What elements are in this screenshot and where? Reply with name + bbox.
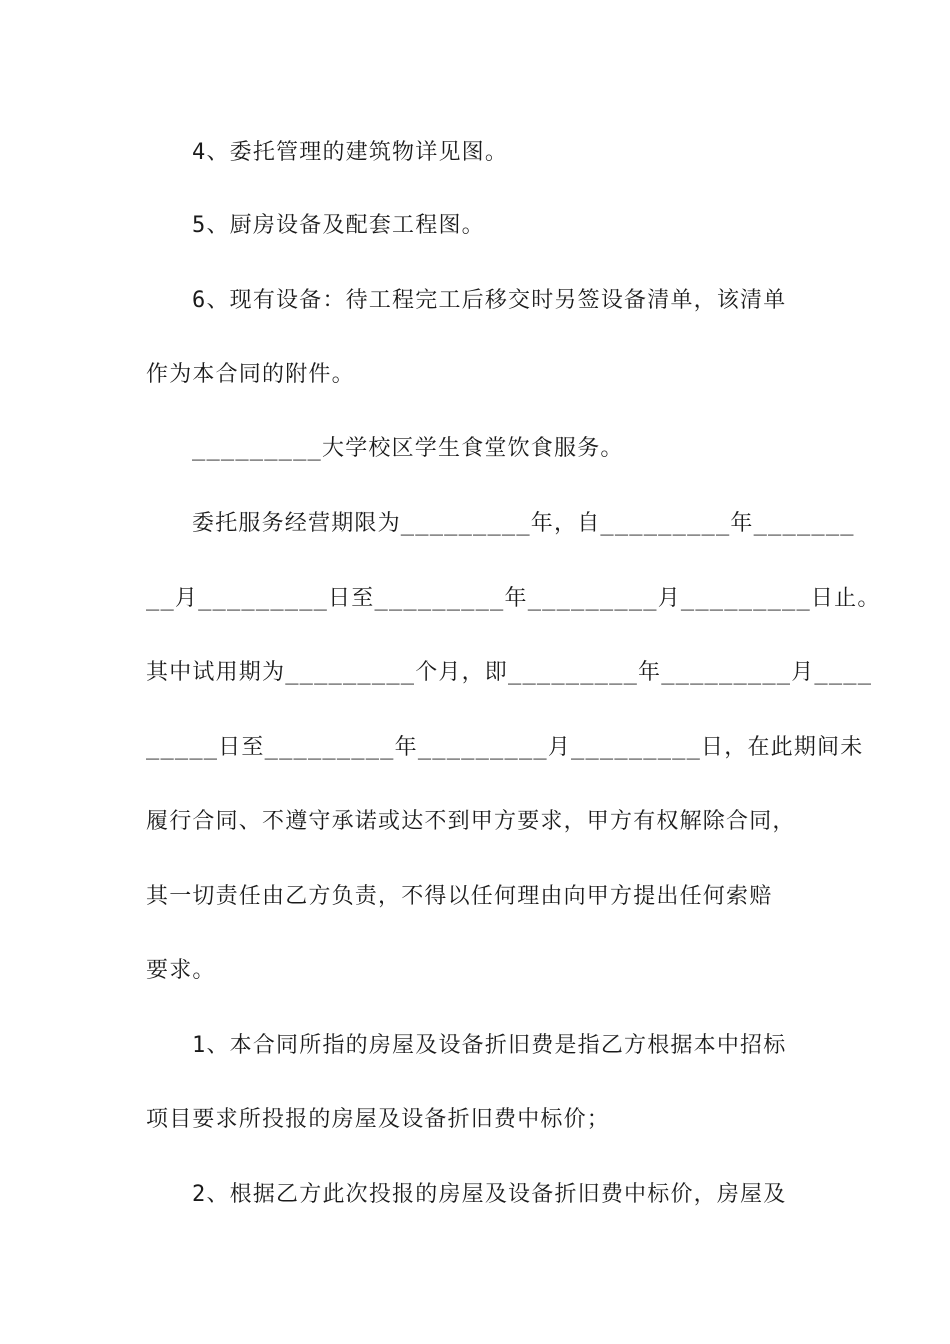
paragraph-line-11: 其一切责任由乙方负责，不得以任何理由向甲方提出任何索赔 — [146, 884, 773, 909]
paragraph-line-14: 项目要求所投报的房屋及设备折旧费中标价； — [146, 1107, 611, 1132]
paragraph-line-5: _________大学校区学生食堂饮食服务。 — [192, 436, 624, 461]
paragraph-line-6: 委托服务经营期限为_________年，自_________年_______ — [192, 511, 855, 536]
paragraph-line-12: 要求。 — [146, 958, 216, 983]
paragraph-line-9: _____日至_________年_________月_________日，在此期间未 — [146, 735, 864, 760]
paragraph-line-13: 1、本合同所指的房屋及设备折旧费是指乙方根据本中招标 — [192, 1033, 787, 1058]
paragraph-line-15: 2、根据乙方此次投报的房屋及设备折旧费中标价，房屋及 — [192, 1182, 787, 1207]
paragraph-line-1: 4、委托管理的建筑物详见图。 — [192, 140, 509, 165]
paragraph-line-10: 履行合同、不遵守承诺或达不到甲方要求，甲方有权解除合同， — [146, 809, 796, 834]
paragraph-line-2: 5、厨房设备及配套工程图。 — [192, 213, 485, 238]
paragraph-line-4: 作为本合同的附件。 — [146, 362, 355, 387]
paragraph-line-8: 其中试用期为_________个月，即_________年_________月____ — [146, 660, 873, 685]
paragraph-line-3: 6、现有设备：待工程完工后移交时另签设备清单，该清单 — [192, 288, 787, 313]
paragraph-line-7: __月_________日至_________年_________月_________日止。 — [146, 586, 881, 611]
